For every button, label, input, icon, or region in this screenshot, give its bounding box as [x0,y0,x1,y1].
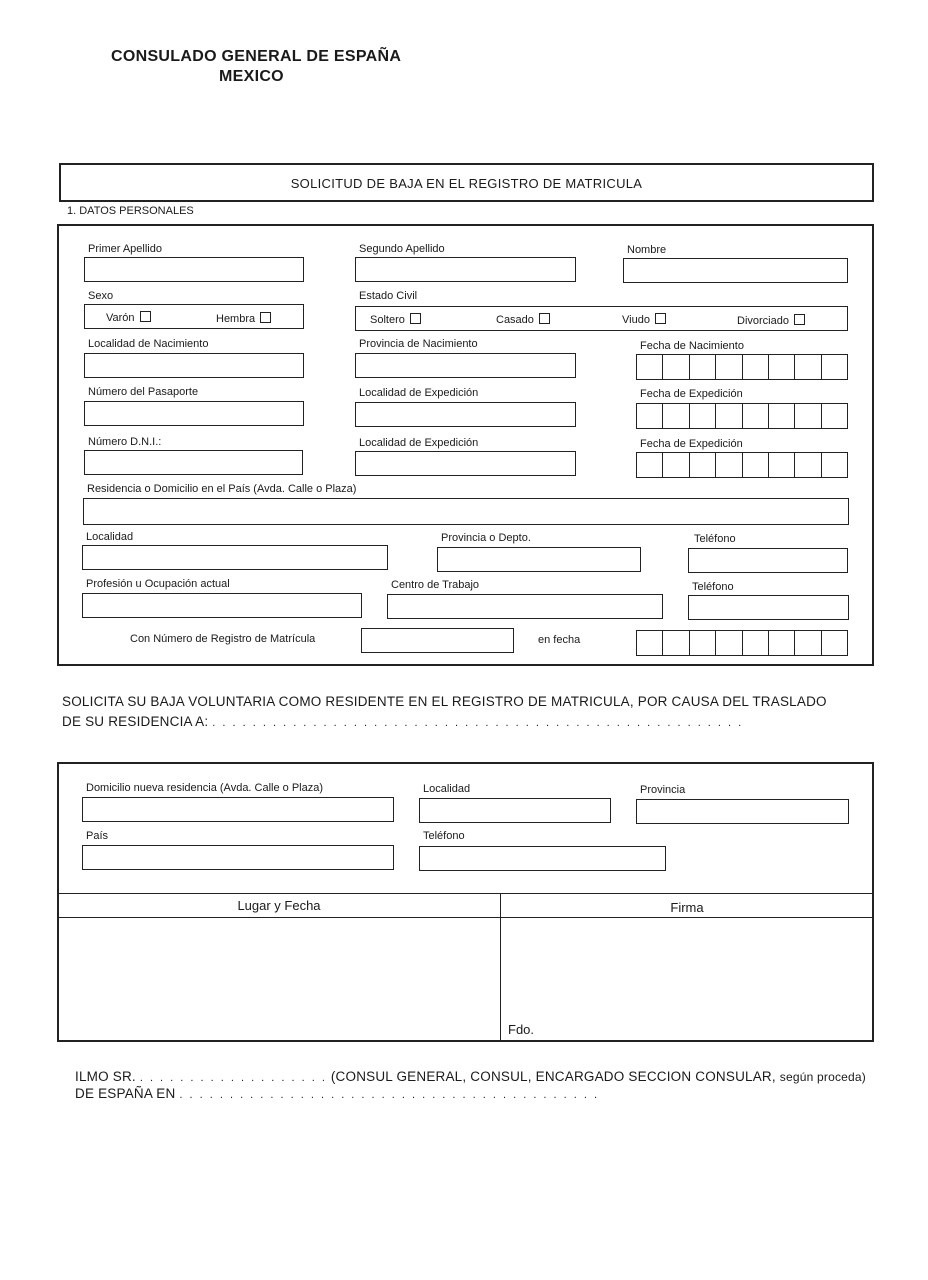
localidad-field[interactable] [82,545,388,570]
firma-area[interactable] [502,919,872,1039]
label-profesion: Profesión u Ocupación actual [86,578,230,590]
destination-dotted-line[interactable]: . . . . . . . . . . . . . . . . . . . . . . . . . . . . . . . . . . . . . . . . . . . . . . . . . . . . . [212,717,744,729]
label-localidad-expedicion-pasaporte: Localidad de Expedición [359,387,479,399]
localidad-expedicion-pasaporte-field[interactable] [355,402,576,427]
label-estado-civil: Estado Civil [359,290,418,302]
firma-header: Firma [670,900,704,915]
label-numero-pasaporte: Número del Pasaporte [88,386,199,398]
soltero-checkbox[interactable] [410,313,421,324]
consulate-name: CONSULADO GENERAL DE ESPAÑA [111,48,402,65]
provincia-nacimiento-field[interactable] [355,353,576,378]
profesion-field[interactable] [82,593,362,618]
solicita-line-1: SOLICITA SU BAJA VOLUNTARIA COMO RESIDENTE EN EL REGISTRO DE MATRICULA, POR CAUSA DEL TRASLADO [62,694,827,709]
section-personal-data-title: 1. DATOS PERSONALES [67,205,194,217]
label-telefono-1: Teléfono [694,533,736,545]
label-fecha-expedicion-pasaporte: Fecha de Expedición [640,388,743,400]
casado-checkbox[interactable] [539,313,550,324]
option-casado-label: Casado [496,314,534,326]
option-varon[interactable] [106,311,151,324]
fdo-label: Fdo. [508,1022,535,1037]
residencia-field[interactable] [83,498,849,525]
domicilio-nuevo-field[interactable] [82,797,394,822]
label-segundo-apellido: Segundo Apellido [359,243,445,255]
nombre-field[interactable] [623,258,848,283]
localidad-nueva-field[interactable] [419,798,611,823]
label-numero-registro: Con Número de Registro de Matrícula [130,633,316,645]
label-telefono-nuevo: Teléfono [423,830,465,842]
fecha-nacimiento-field[interactable] [636,354,848,380]
registro-fecha-field[interactable] [636,630,848,656]
provincia-depto-field[interactable] [437,547,641,572]
label-residencia: Residencia o Domicilio en el País (Avda. Calle o Plaza) [87,483,357,495]
segundo-apellido-field[interactable] [355,257,576,282]
cargo-text: (CONSUL GENERAL, CONSUL, ENCARGADO SECCION CONSULAR, [330,1069,776,1084]
hembra-checkbox[interactable] [260,312,271,323]
segun-proceda-text: según proceda) [779,1070,866,1084]
label-primer-apellido: Primer Apellido [88,243,162,255]
espana-dotted-line[interactable]: . . . . . . . . . . . . . . . . . . . . . . . . . . . . . . . . . . . . . . . . . . [179,1089,600,1101]
label-nombre: Nombre [627,244,667,256]
option-soltero-label: Soltero [370,314,405,326]
centro-trabajo-field[interactable] [387,594,663,619]
numero-pasaporte-field[interactable] [84,401,304,426]
option-casado[interactable] [496,313,550,326]
label-localidad-expedicion-dni: Localidad de Expedición [359,437,479,449]
label-fecha-expedicion-dni: Fecha de Expedición [640,438,743,450]
primer-apellido-field[interactable] [84,257,304,282]
numero-dni-field[interactable] [84,450,303,475]
fecha-expedicion-dni-field[interactable] [636,452,848,478]
fecha-expedicion-pasaporte-field[interactable] [636,403,848,429]
label-localidad-nacimiento: Localidad de Nacimiento [88,338,209,350]
telefono-2-field[interactable] [688,595,849,620]
ilmo-label: ILMO SR. [75,1069,136,1084]
telefono-nuevo-field[interactable] [419,846,666,871]
label-provincia-depto: Provincia o Depto. [441,532,531,544]
divorciado-checkbox[interactable] [794,314,805,325]
solicita-destination-label: DE SU RESIDENCIA A: [62,714,209,729]
pais-field[interactable] [82,845,394,870]
option-viudo[interactable] [622,313,666,326]
label-fecha-nacimiento: Fecha de Nacimiento [640,340,744,352]
varon-checkbox[interactable] [140,311,151,322]
consulate-city: MEXICO [219,68,284,85]
lugar-fecha-header: Lugar y Fecha [237,898,321,913]
option-varon-label: Varón [106,312,135,324]
telefono-1-field[interactable] [688,548,848,573]
label-sexo: Sexo [88,290,114,302]
footer-espana-line [75,1086,599,1101]
label-localidad-nueva: Localidad [423,783,471,795]
ilmo-dotted-line[interactable]: . . . . . . . . . . . . . . . . . . . [139,1072,327,1084]
label-centro-trabajo: Centro de Trabajo [391,579,480,591]
label-provincia-nueva: Provincia [640,784,686,796]
label-localidad: Localidad [86,531,134,543]
espana-en-label: DE ESPAÑA EN [75,1086,176,1101]
option-hembra-label: Hembra [216,313,256,325]
numero-registro-field[interactable] [361,628,514,653]
signature-column-divider [500,893,501,1041]
viudo-checkbox[interactable] [655,313,666,324]
option-viudo-label: Viudo [622,314,650,326]
localidad-expedicion-dni-field[interactable] [355,451,576,476]
signature-header-divider [58,917,873,918]
provincia-nueva-field[interactable] [636,799,849,824]
label-telefono-2: Teléfono [692,581,734,593]
label-domicilio-nuevo: Domicilio nueva residencia (Avda. Calle o Plaza) [86,782,324,794]
label-numero-dni: Número D.N.I.: [88,436,162,448]
option-divorciado[interactable] [737,314,805,327]
label-pais: País [86,830,109,842]
label-en-fecha: en fecha [538,634,581,646]
solicita-line-2 [62,714,743,729]
signature-top-divider [58,893,873,894]
footer-addressee-line [75,1069,866,1084]
option-soltero[interactable] [370,313,421,326]
localidad-nacimiento-field[interactable] [84,353,304,378]
option-divorciado-label: Divorciado [737,315,789,327]
label-provincia-nacimiento: Provincia de Nacimiento [359,338,478,350]
lugar-fecha-area[interactable] [60,919,498,1039]
option-hembra[interactable] [216,312,271,325]
form-title: SOLICITUD DE BAJA EN EL REGISTRO DE MATRICULA [290,176,643,191]
